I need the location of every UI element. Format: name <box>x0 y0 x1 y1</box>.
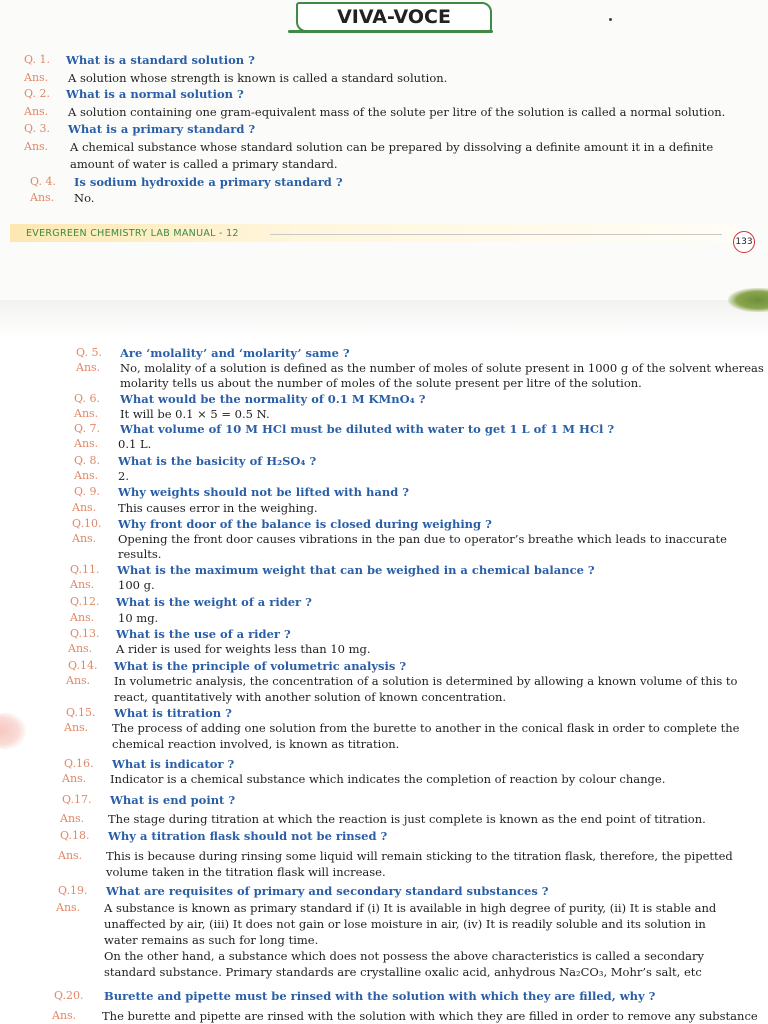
answer-text: 10 mg. <box>118 611 159 625</box>
question-text: What is the use of a rider ? <box>116 627 291 641</box>
answer-text: Opening the front door causes vibrations in the pan due to operator’s breathe which leads to inaccurate <box>118 532 727 546</box>
question-text: Burette and pipette must be rinsed with the solution with which they are filled, why ? <box>104 989 656 1003</box>
question-text: What is a standard solution ? <box>66 53 255 67</box>
question-text: Why a titration flask should not be rinsed ? <box>108 829 388 843</box>
question-number: Q. 9. <box>74 485 100 498</box>
page-gap <box>0 300 768 338</box>
page-number-badge: 133 <box>733 231 755 253</box>
question-text: What is titration ? <box>114 706 232 720</box>
answer-text: On the other hand, a substance which does not possess the above characteristics is called a secondary <box>104 949 704 963</box>
question-number: Q. 1. <box>24 53 50 66</box>
answer-text: The burette and pipette are rinsed with the solution with which they are filled in order to remove any substance <box>102 1009 758 1023</box>
answer-text: water remains as such for long time. <box>104 933 319 947</box>
answer-text: molarity tells us about the number of moles of the solute present per litre of the solution. <box>120 376 642 390</box>
question-number: Q. 5. <box>76 346 102 359</box>
question-number: Q. 6. <box>74 392 100 405</box>
question-number: Q.11. <box>70 563 100 576</box>
answer-text: 100 g. <box>118 578 155 592</box>
answer-text: results. <box>118 547 162 561</box>
answer-label: Ans. <box>60 812 85 825</box>
title-underline <box>288 30 493 33</box>
answer-text: chemical reaction involved, is known as titration. <box>112 737 400 751</box>
question-text: What is the basicity of H₂SO₄ ? <box>118 454 317 468</box>
answer-text: 2. <box>118 469 129 483</box>
answer-text: It will be 0.1 × 5 = 0.5 N. <box>120 407 270 421</box>
answer-text: A solution whose strength is known is called a standard solution. <box>68 71 448 85</box>
answer-text: amount of water is called a primary standard. <box>70 157 338 171</box>
question-text: Are ‘molality’ and ‘molarity’ same ? <box>120 346 350 360</box>
question-number: Q.14. <box>68 659 98 672</box>
question-number: Q.20. <box>54 989 84 1002</box>
answer-label: Ans. <box>74 407 99 420</box>
answer-text: The stage during titration at which the reaction is just complete is known as the end point of titration. <box>108 812 706 826</box>
answer-label: Ans. <box>30 191 55 204</box>
question-text: What volume of 10 M HCl must be diluted with water to get 1 L of 1 M HCl ? <box>120 422 615 436</box>
question-text: Why weights should not be lifted with hand ? <box>118 485 409 499</box>
question-number: Q. 4. <box>30 175 56 188</box>
answer-text: standard substance. Primary standards are crystalline oxalic acid, anhydrous Na₂CO₃, Mohr’s salt, etc <box>104 965 702 979</box>
answer-label: Ans. <box>64 721 89 734</box>
question-number: Q. 3. <box>24 122 50 135</box>
question-text: Is sodium hydroxide a primary standard ? <box>74 175 343 189</box>
answer-text: volume taken in the titration flask will increase. <box>106 865 386 879</box>
answer-label: Ans. <box>52 1009 77 1022</box>
answer-label: Ans. <box>68 642 93 655</box>
question-number: Q.18. <box>60 829 90 842</box>
footer-book-title: EVERGREEN CHEMISTRY LAB MANUAL - 12 <box>26 228 239 239</box>
question-number: Q. 7. <box>74 422 100 435</box>
page-title: VIVA-VOCE <box>296 2 492 32</box>
answer-label: Ans. <box>74 437 99 450</box>
answer-label: Ans. <box>70 611 95 624</box>
answer-label: Ans. <box>58 849 83 862</box>
answer-label: Ans. <box>24 105 49 118</box>
question-number: Q. 2. <box>24 87 50 100</box>
question-number: Q.19. <box>58 884 88 897</box>
question-number: Q. 8. <box>74 454 100 467</box>
answer-text: No, molality of a solution is defined as the number of moles of solute present in 1000 g of the solvent whereas <box>120 361 764 375</box>
answer-text: This causes error in the weighing. <box>118 501 318 515</box>
answer-label: Ans. <box>74 469 99 482</box>
footer-rule <box>270 234 722 235</box>
answer-text: In volumetric analysis, the concentration of a solution is determined by allowing a known volume of this to <box>114 674 738 688</box>
answer-label: Ans. <box>66 674 91 687</box>
question-text: What is a normal solution ? <box>66 87 244 101</box>
answer-text: Indicator is a chemical substance which indicates the completion of reaction by colour change. <box>110 772 666 786</box>
question-number: Q.12. <box>70 595 100 608</box>
answer-label: Ans. <box>56 901 81 914</box>
answer-text: A rider is used for weights less than 10 mg. <box>116 642 371 656</box>
question-text: Why front door of the balance is closed during weighing ? <box>118 517 492 531</box>
question-number: Q.15. <box>66 706 96 719</box>
question-text: What would be the normality of 0.1 M KMnO₄ ? <box>120 392 426 406</box>
answer-text: A chemical substance whose standard solution can be prepared by dissolving a definite amount it in a definite <box>70 140 714 154</box>
answer-label: Ans. <box>24 71 49 84</box>
question-number: Q.16. <box>64 757 94 770</box>
speck <box>609 18 612 21</box>
answer-label: Ans. <box>76 361 101 374</box>
question-number: Q.17. <box>62 793 92 806</box>
question-text: What is indicator ? <box>112 757 235 771</box>
answer-label: Ans. <box>72 532 97 545</box>
question-text: What is the weight of a rider ? <box>116 595 312 609</box>
answer-text: The process of adding one solution from the burette to another in the conical flask in order to complete the <box>112 721 740 735</box>
question-number: Q.13. <box>70 627 100 640</box>
answer-text: 0.1 L. <box>118 437 152 451</box>
answer-label: Ans. <box>62 772 87 785</box>
question-text: What is the principle of volumetric analysis ? <box>114 659 407 673</box>
question-text: What is a primary standard ? <box>68 122 256 136</box>
answer-label: Ans. <box>70 578 95 591</box>
question-text: What are requisites of primary and secondary standard substances ? <box>106 884 549 898</box>
answer-label: Ans. <box>72 501 97 514</box>
answer-label: Ans. <box>24 140 49 153</box>
question-text: What is the maximum weight that can be weighed in a chemical balance ? <box>117 563 595 577</box>
finger-shadow <box>0 712 26 750</box>
answer-text: unaffected by air, (iii) It does not gain or lose moisture in air, (iv) It is readily soluble and its solution in <box>104 917 706 931</box>
answer-text: A substance is known as primary standard if (i) It is available in high degree of purity, (ii) It is stable and <box>104 901 717 915</box>
answer-text: A solution containing one gram-equivalent mass of the solute per litre of the solution is called a normal solution. <box>68 105 726 119</box>
question-number: Q.10. <box>72 517 102 530</box>
answer-text: This is because during rinsing some liquid will remain sticking to the titration flask, therefore, the pipetted <box>106 849 733 863</box>
answer-text: react, quantitatively with another solution of known concentration. <box>114 690 507 704</box>
answer-text: No. <box>74 191 95 205</box>
question-text: What is end point ? <box>110 793 236 807</box>
